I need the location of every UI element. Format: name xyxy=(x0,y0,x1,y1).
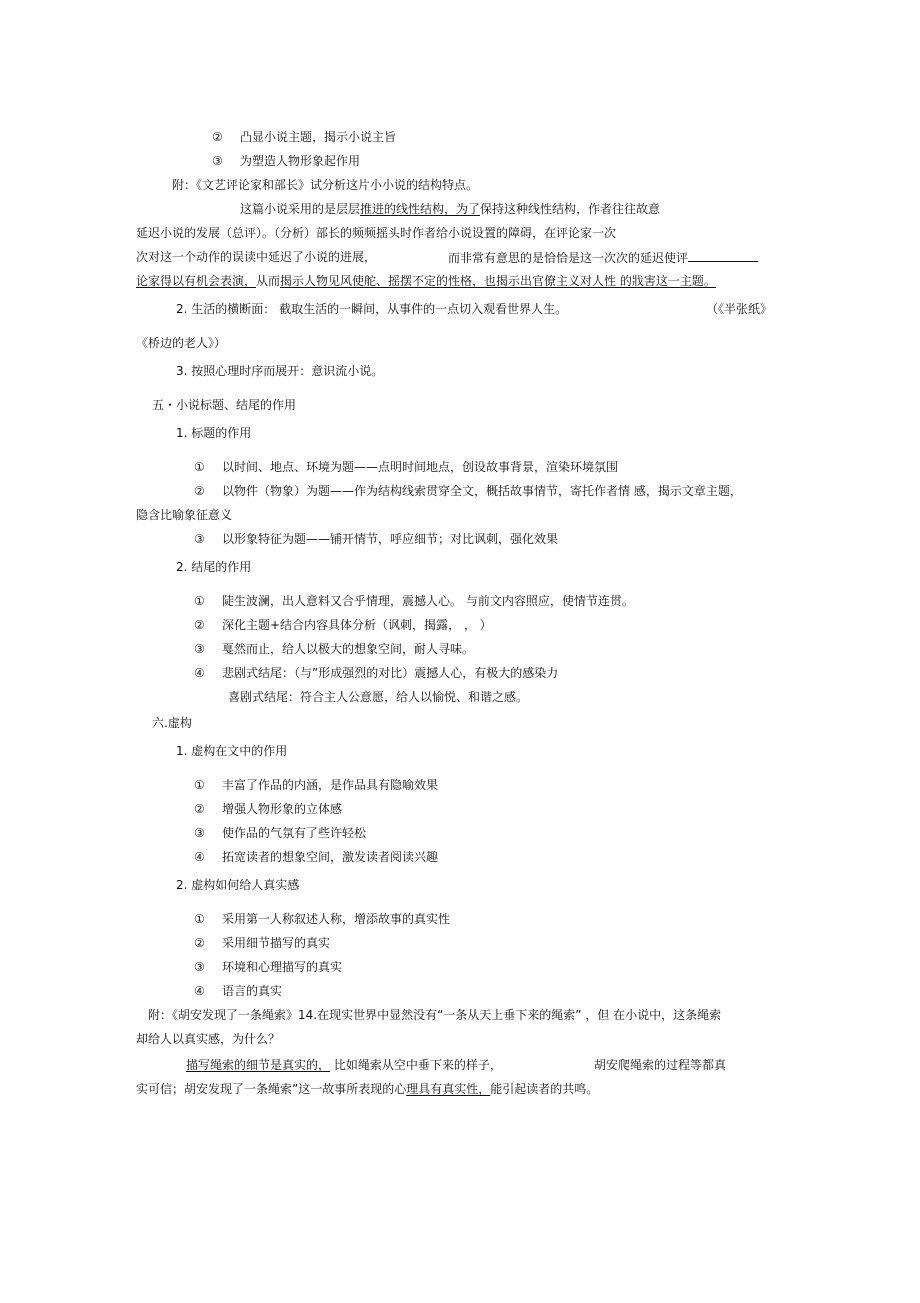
text-span: 从而 xyxy=(256,274,281,288)
list-item xyxy=(194,531,558,547)
list-item xyxy=(194,911,450,927)
item-number: ① xyxy=(194,912,205,926)
list-item xyxy=(194,983,282,999)
list-item xyxy=(194,641,474,657)
item-number: ② xyxy=(212,130,223,144)
list-item xyxy=(194,593,634,609)
item-text: 使作品的气氛有了些许轻松 xyxy=(222,826,367,840)
item-number: ② xyxy=(194,618,205,632)
subsection-title: 1. 标题的作用 xyxy=(176,426,252,440)
paragraph-line xyxy=(186,1057,502,1073)
list-item xyxy=(194,459,618,475)
item-text: 以时间、地点、环境为题——点明时间地点，创设故事背景，渲染环境氛围 xyxy=(222,460,619,474)
item-text: 深化主题+结合内容具体分析（讽刺，揭露， ， ） xyxy=(222,618,492,632)
item-text: 采用第一人称叙述人称，增添故事的真实性 xyxy=(222,912,451,926)
paragraph-line: 喜剧式结尾：符合主人公意愿，给人以愉悦、和谐之感。 xyxy=(228,690,529,704)
underlined-text: 描写绳索的细节是真实的， xyxy=(186,1058,331,1072)
item-text: 语言的真实 xyxy=(222,984,283,998)
text-span: 而非常有意思的是恰恰是这一次次的延迟使评 xyxy=(448,251,689,265)
item-number: ③ xyxy=(194,826,205,840)
list-item xyxy=(194,801,342,817)
subsection-title: 2. 虚构如何给人真实感 xyxy=(176,878,300,892)
item-number: ④ xyxy=(194,850,205,864)
underlined-text: 揭示出官僚主义对人性 的戕害这一 xyxy=(496,274,680,288)
item-number: ② xyxy=(194,802,205,816)
text-span: 次对这一个动作的误读中延迟了小说的进展， xyxy=(136,250,377,264)
paragraph-line xyxy=(136,273,716,289)
appendix-line: 附：《胡安发现了一条绳索》14.在现实世界中显然没有“一条从天上垂下来的绳索” ，但 在小说中，这条绳索 xyxy=(148,1008,722,1022)
item-number: ② xyxy=(194,936,205,950)
paragraph-line xyxy=(136,249,376,265)
item-text: 戛然而止，给人以极大的想象空间，耐人寻味。 xyxy=(222,642,475,656)
underlined-text: 论家得以有机会表演， xyxy=(136,274,257,288)
paragraph-line: 延迟小说的发展（总评）。（分析）部长的频频摇头时作者给小说设置的障碍，在评论家一次 xyxy=(136,226,617,240)
section-line: 2. 生活的横断面： 截取生活的一瞬间，从事件的一点切入观看世界人生。 xyxy=(176,302,568,316)
item-number: ③ xyxy=(194,532,205,546)
list-item xyxy=(194,935,330,951)
item-text: 为塑造人物形象起作用 xyxy=(240,154,361,168)
list-item xyxy=(212,153,360,169)
item-number: ③ xyxy=(212,154,223,168)
item-text: 增强人物形象的立体感 xyxy=(222,802,343,816)
item-text: 以物件（物象）为题——作为结构线索贯穿全文，概括故事情节，寄托作者情 感，揭示文章主题， xyxy=(222,484,742,498)
item-number: ① xyxy=(194,460,205,474)
fill-blank xyxy=(688,249,758,262)
list-item xyxy=(194,849,438,865)
subsection-title: 1. 虚构在文中的作用 xyxy=(176,744,288,758)
section-title: 六.虚构 xyxy=(152,716,192,730)
text-span: 比如绳索从空中垂下来的样子， xyxy=(330,1058,502,1072)
section-title: 五・小说标题、结尾的作用 xyxy=(152,398,297,412)
list-item xyxy=(194,825,366,841)
list-item xyxy=(194,665,558,681)
list-item xyxy=(194,483,742,499)
section-line: （《半张纸》 xyxy=(706,302,773,316)
list-item xyxy=(212,129,396,145)
text-span: 保持这种线性结构，作者往往故意 xyxy=(480,202,661,216)
paragraph-line: 胡安爬绳索的过程等都真 xyxy=(594,1058,727,1072)
text-span: 实可信；胡安发现了一条绳索”这一故事所表现的心 xyxy=(136,1082,407,1096)
section-line: 《桥边的老人》） xyxy=(136,336,227,350)
item-number: ④ xyxy=(194,666,205,680)
item-text: 丰富了作品的内涵，是作品具有隐喻效果 xyxy=(222,778,439,792)
item-number: ④ xyxy=(194,984,205,998)
item-number: ② xyxy=(194,484,205,498)
underlined-text: 主题。 xyxy=(679,274,716,288)
paragraph-line: 隐含比喻象征意义 xyxy=(136,508,233,522)
section-line: 3. 按照心理时序而展开：意识流小说。 xyxy=(176,364,384,378)
item-text: 凸显小说主题，揭示小说主旨 xyxy=(240,130,397,144)
subsection-title: 2. 结尾的作用 xyxy=(176,560,252,574)
list-item xyxy=(194,617,492,633)
list-item xyxy=(194,777,438,793)
item-text: 以形象特征为题——铺开情节，呼应细节；对比讽刺，强化效果 xyxy=(222,532,559,546)
appendix-line: 却给人以真实感，为什么？ xyxy=(136,1032,281,1046)
list-item xyxy=(194,959,342,975)
item-number: ① xyxy=(194,778,205,792)
item-text: 拓宽读者的想象空间，激发读者阅读兴趣 xyxy=(222,850,439,864)
underlined-text: 揭示人物见风使舵、摇摆不定的性格，也 xyxy=(280,274,497,288)
text-span: 这篇小说采用的是层层 xyxy=(240,202,361,216)
item-text: 悲剧式结尾：（与”形成强烈的对比）震撼人心，有极大的感染力 xyxy=(222,666,559,680)
item-text: 环境和心理描写的真实 xyxy=(222,960,343,974)
paragraph-line xyxy=(240,201,660,217)
underlined-text: 理具有真实性， xyxy=(406,1082,491,1096)
paragraph-line xyxy=(448,249,758,266)
item-text: 采用细节描写的真实 xyxy=(222,936,331,950)
underlined-text: 推进的线性结构，为了 xyxy=(360,202,481,216)
appendix-title: 附：《文艺评论家和部长》试分析这片小小说的结构特点。 xyxy=(172,178,479,192)
paragraph-line xyxy=(136,1081,598,1097)
item-number: ③ xyxy=(194,960,205,974)
item-text: 陡生波澜，出人意料又合乎情理，震撼人心。 与前文内容照应，使情节连贯。 xyxy=(222,594,634,608)
item-number: ③ xyxy=(194,642,205,656)
text-span: 能引起读者的共鸣。 xyxy=(490,1082,599,1096)
item-number: ① xyxy=(194,594,205,608)
